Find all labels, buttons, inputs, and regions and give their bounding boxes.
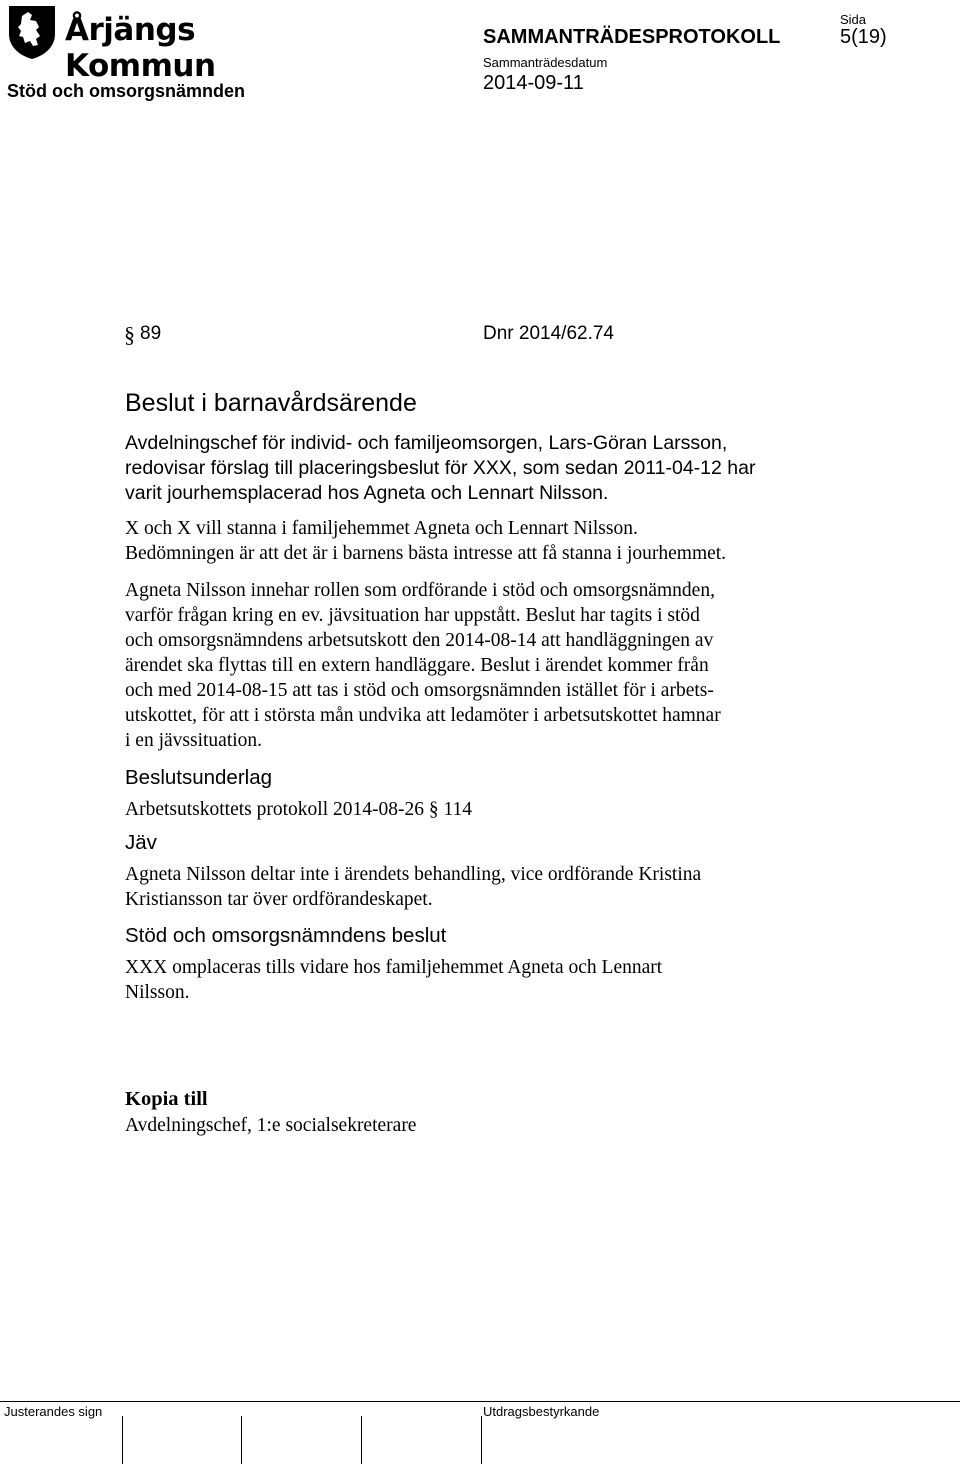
case-number: 89 <box>140 323 162 344</box>
kopia-heading: Kopia till <box>125 1088 208 1110</box>
page-number: 5(19) <box>840 26 887 48</box>
committee-name: Stöd och omsorgsnämnden <box>7 81 246 101</box>
decision-paragraph <box>125 955 825 1005</box>
beslutsunderlag-text <box>125 797 825 822</box>
conflict-paragraph <box>125 578 825 753</box>
beslutsunderlag-heading: Beslutsunderlag <box>125 766 273 789</box>
justerandes-sign-label: Justerandes sign <box>4 1404 103 1419</box>
page-title: Beslut i barnavårdsärende <box>125 389 417 417</box>
text-line: XXX omplaceras tills vidare hos familjehemmet Agneta och Lennart <box>125 957 663 978</box>
text-line: Bedömningen är att det är i barnens bästa intresse att få stanna i jourhemmet. <box>125 543 727 564</box>
text-line: varför frågan kring en ev. jävsituation har uppstått. Beslut har tagits i stöd <box>125 605 700 626</box>
text-line: Avdelningschef för individ- och familjeomsorgen, Lars-Göran Larsson, <box>125 432 728 454</box>
utdragsbestyrkande-label: Utdragsbestyrkande <box>483 1404 600 1419</box>
text-line: varit jourhemsplacerad hos Agneta och Lennart Nilsson. <box>125 482 609 504</box>
text-line: Avdelningschef, 1:e socialsekreterare <box>125 1115 417 1136</box>
text-line: i en jävssituation. <box>125 730 263 751</box>
meeting-date: 2014-09-11 <box>483 72 584 94</box>
meeting-date-label: Sammanträdesdatum <box>483 55 608 70</box>
intro-paragraph <box>125 431 825 506</box>
municipality-logo <box>7 4 347 84</box>
text-line: Kristiansson tar över ordförandeskapet. <box>125 889 433 910</box>
signature-divider <box>361 1416 362 1464</box>
text-line: Agneta Nilsson deltar inte i ärendets behandling, vice ordförande Kristina <box>125 864 702 885</box>
text-line: Agneta Nilsson innehar rollen som ordförande i stöd och omsorgsnämnden, <box>125 580 715 601</box>
signature-divider <box>481 1416 482 1464</box>
page-label: Sida <box>840 12 867 27</box>
text-line: utskottet, för att i största mån undvika att ledamöter i arbetsutskottet hamnar <box>125 705 721 726</box>
jav-heading: Jäv <box>125 831 157 854</box>
signature-footer <box>0 1401 960 1467</box>
text-line: och omsorgsnämndens arbetsutskott den 2014-08-14 att handläggningen av <box>125 630 714 651</box>
text-line: redovisar förslag till placeringsbeslut för XXX, som sedan 2011-04-12 har <box>125 457 756 479</box>
text-line: Nilsson. <box>125 982 190 1003</box>
text-line: och med 2014-08-15 att tas i stöd och omsorgsnämnden istället för i arbets- <box>125 680 714 701</box>
jav-paragraph <box>125 862 825 912</box>
coat-of-arms-lion-icon <box>7 4 57 60</box>
signature-divider <box>122 1416 123 1464</box>
kopia-text <box>125 1113 825 1138</box>
text-line: X och X vill stanna i familjehemmet Agneta och Lennart Nilsson. <box>125 518 638 539</box>
diary-number: Dnr 2014/62.74 <box>483 323 614 344</box>
logo-wordmark: Årjängs Kommun <box>65 12 216 84</box>
assessment-paragraph <box>125 516 825 566</box>
text-line: ärendet ska flyttas till en extern handläggare. Beslut i ärendet kommer från <box>125 655 709 676</box>
paragraph-symbol: § <box>124 322 135 347</box>
signature-divider <box>241 1416 242 1464</box>
decision-heading: Stöd och omsorgsnämndens beslut <box>125 924 447 947</box>
protocol-title: SAMMANTRÄDESPROTOKOLL <box>483 26 781 48</box>
text-line: Arbetsutskottets protokoll 2014-08-26 § 114 <box>125 799 473 820</box>
